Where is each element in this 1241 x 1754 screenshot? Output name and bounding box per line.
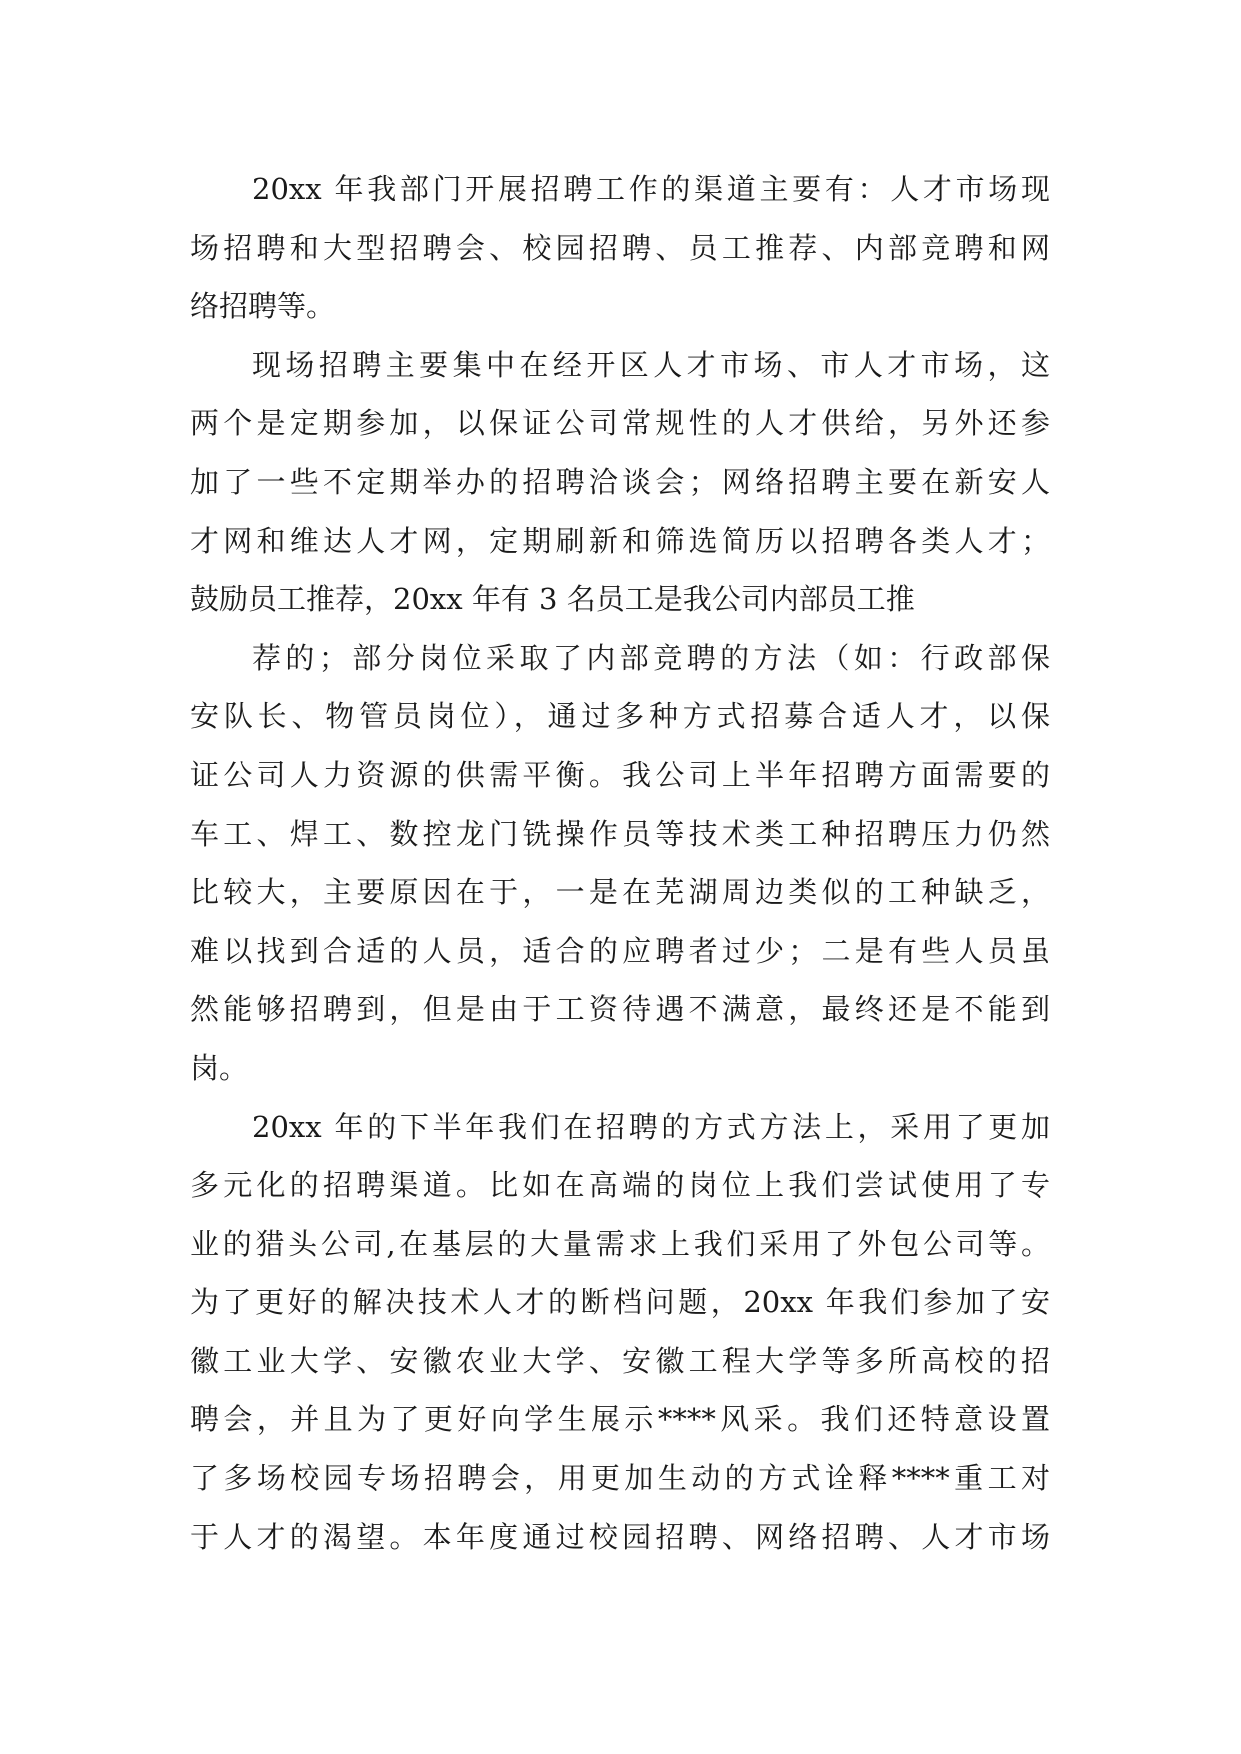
text-line: 车工、焊工、数控龙门铣操作员等技术类工种招聘压力仍然 <box>190 816 1050 851</box>
body-text <box>190 160 1050 1566</box>
text-line: 徽工业大学、安徽农业大学、安徽工程大学等多所高校的招 <box>190 1343 1050 1378</box>
text-line: 多元化的招聘渠道。比如在高端的岗位上我们尝试使用了专 <box>190 1168 1050 1203</box>
text-line: 了多场校园专场招聘会，用更加生动的方式诠释****重工对 <box>190 1461 1050 1496</box>
text-line: 比较大，主要原因在于，一是在芜湖周边类似的工种缺乏， <box>190 875 1050 910</box>
text-line: 荐的；部分岗位采取了内部竞聘的方法（如：行政部保 <box>252 640 1050 675</box>
text-line: 聘会，并且为了更好向学生展示****风采。我们还特意设置 <box>190 1402 1050 1437</box>
text-line: 鼓励员工推荐，20xx 年有 3 名员工是我公司内部员工推 <box>190 582 915 617</box>
text-line: 两个是定期参加，以保证公司常规性的人才供给，另外还参 <box>190 406 1050 441</box>
text-line: 为了更好的解决技术人才的断档问题，20xx 年我们参加了安 <box>190 1285 1050 1320</box>
text-line: 业的猎头公司,在基层的大量需求上我们采用了外包公司等。 <box>190 1226 1050 1261</box>
text-line: 20xx 年的下半年我们在招聘的方式方法上，采用了更加 <box>252 1109 1050 1144</box>
text-line: 场招聘和大型招聘会、校园招聘、员工推荐、内部竞聘和网 <box>190 230 1050 265</box>
text-line: 20xx 年我部门开展招聘工作的渠道主要有：人才市场现 <box>252 172 1050 206</box>
text-line: 现场招聘主要集中在经开区人才市场、市人才市场，这 <box>252 347 1050 382</box>
text-line: 才网和维达人才网，定期刷新和筛选简历以招聘各类人才； <box>190 523 1050 558</box>
text-line: 岗。 <box>190 1050 249 1085</box>
text-line: 证公司人力资源的供需平衡。我公司上半年招聘方面需要的 <box>190 757 1050 792</box>
text-line: 安队长、物管员岗位），通过多种方式招募合适人才，以保 <box>190 699 1050 734</box>
text-line: 然能够招聘到，但是由于工资待遇不满意，最终还是不能到 <box>190 992 1050 1027</box>
text-line: 于人才的渴望。本年度通过校园招聘、网络招聘、人才市场 <box>190 1519 1050 1554</box>
text-line: 加了一些不定期举办的招聘洽谈会；网络招聘主要在新安人 <box>190 464 1050 499</box>
text-line: 难以找到合适的人员，适合的应聘者过少；二是有些人员虽 <box>190 933 1050 968</box>
text-line: 络招聘等。 <box>190 289 336 324</box>
